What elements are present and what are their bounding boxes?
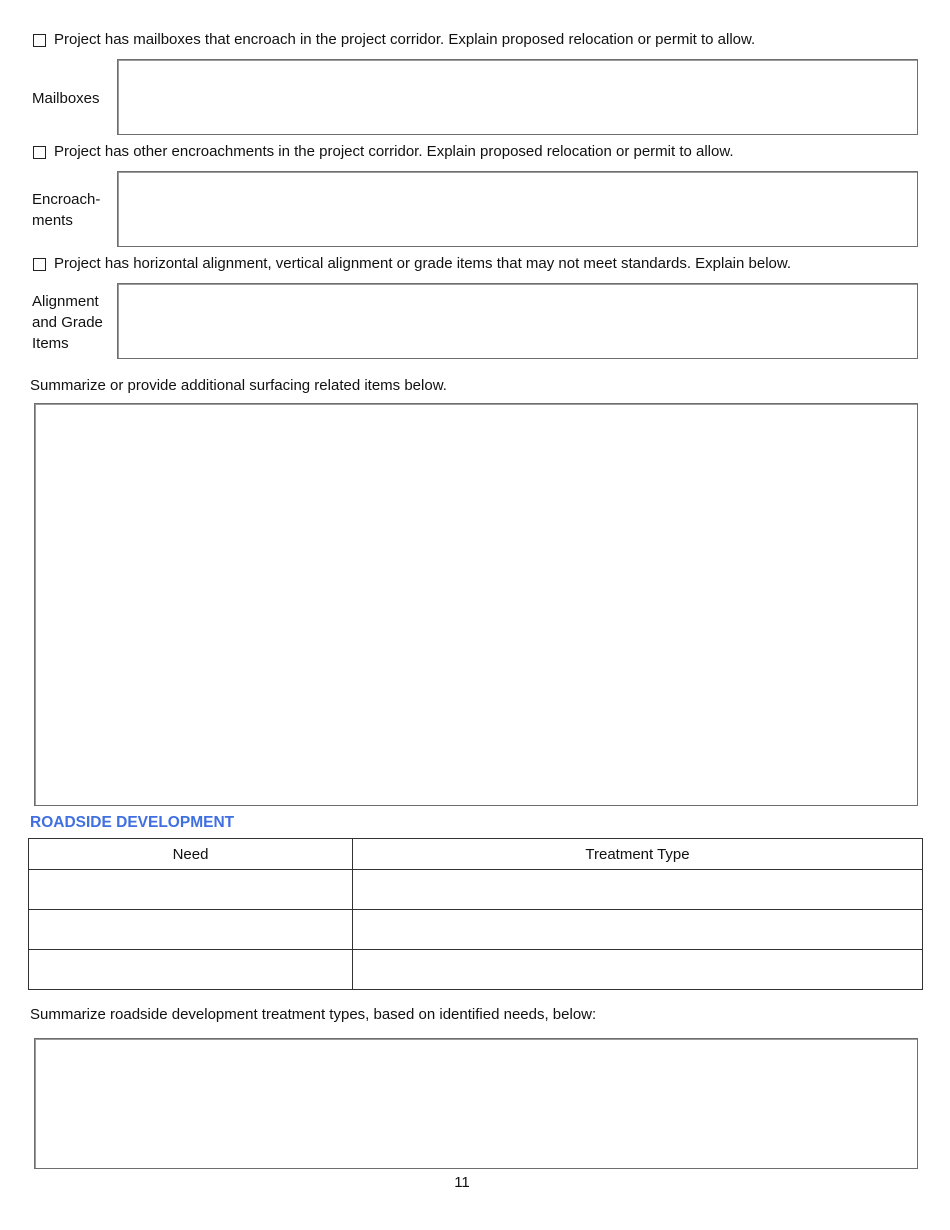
need-cell[interactable] [29, 870, 353, 910]
encroachments-statement: Project has other encroachments in the project corridor. Explain proposed relocation or permit to allow. [54, 143, 734, 160]
roadside-development-heading: ROADSIDE DEVELOPMENT [30, 814, 235, 831]
alignment-grade-statement: Project has horizontal alignment, vertical alignment or grade items that may not meet standards. Explain below. [54, 255, 792, 272]
encroachments-label: Encroach- ments [32, 191, 101, 229]
surfacing-summary-prompt: Summarize or provide additional surfacing related items below. [30, 377, 447, 394]
roadside-development-table [28, 838, 923, 990]
roadside-summary-prompt: Summarize roadside development treatment types, based on identified needs, below: [30, 1006, 597, 1023]
mailboxes-text-field[interactable] [117, 59, 918, 135]
mailboxes-label: Mailboxes [32, 90, 100, 107]
treatment-type-cell[interactable] [353, 910, 923, 950]
alignment-grade-checkbox[interactable] [33, 258, 46, 271]
table-row [29, 950, 923, 990]
table-row [29, 870, 923, 910]
alignment-grade-text-field[interactable] [117, 283, 918, 359]
surfacing-summary-text-area[interactable] [34, 403, 918, 806]
roadside-summary-text-area[interactable] [34, 1038, 918, 1169]
mailboxes-statement: Project has mailboxes that encroach in the project corridor. Explain proposed relocation or permit to allow. [54, 31, 756, 48]
table-row [29, 910, 923, 950]
treatment-type-cell[interactable] [353, 950, 923, 990]
need-cell[interactable] [29, 910, 353, 950]
mailboxes-checkbox[interactable] [33, 34, 46, 47]
treatment-type-cell[interactable] [353, 870, 923, 910]
alignment-grade-label: Alignment and Grade Items [32, 293, 103, 352]
encroachments-text-field[interactable] [117, 171, 918, 247]
encroachments-checkbox[interactable] [33, 146, 46, 159]
column-header-need: Need [29, 839, 353, 870]
column-header-treatment-type: Treatment Type [353, 839, 923, 870]
table-header-row [29, 839, 923, 870]
need-cell[interactable] [29, 950, 353, 990]
page-number: 11 [454, 1174, 470, 1191]
